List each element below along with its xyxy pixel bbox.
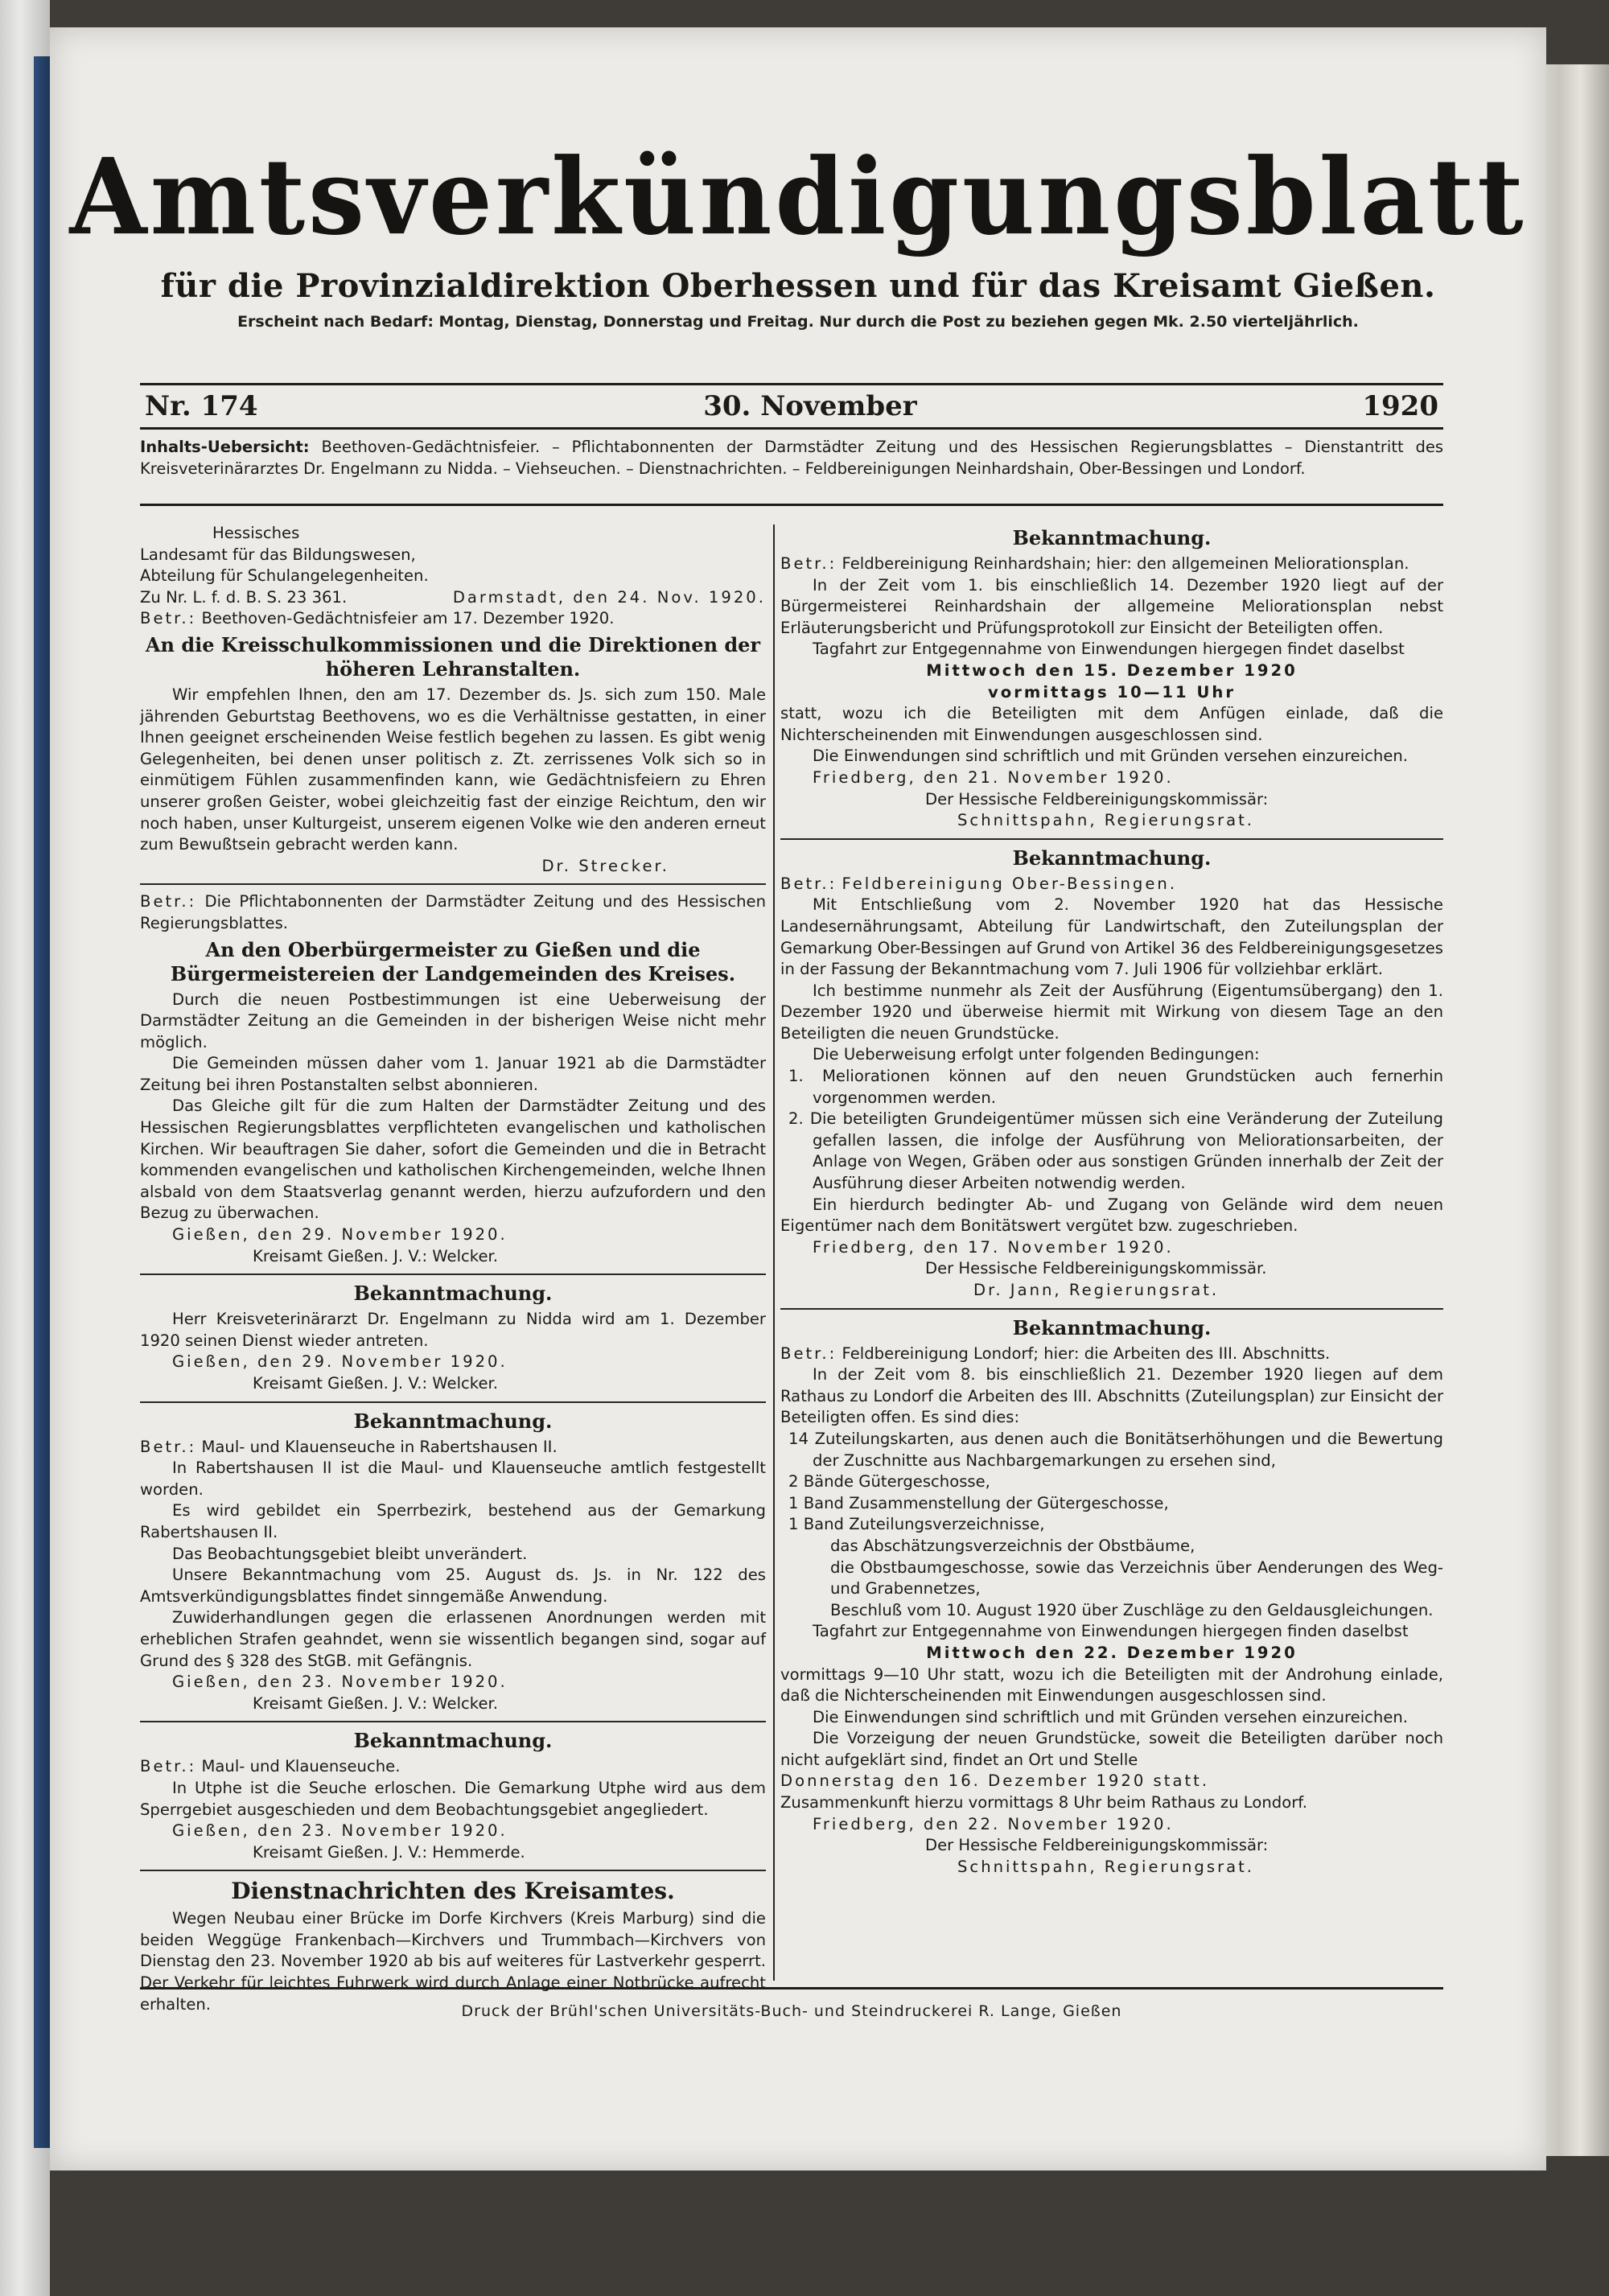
subject-line [780, 1343, 1443, 1365]
list-item: 1. Meliorationen können auf den neuen Grundstücken auch fernerhin vorgenommen werden. [788, 1067, 1443, 1107]
signature: Kreisamt Gießen. J. V.: Welcker. [253, 1246, 498, 1265]
subject-label: Betr.: [140, 1757, 197, 1776]
subject-text: Maul- und Klauenseuche in Rabertshausen II. [201, 1437, 558, 1456]
article-ober-bessingen [780, 846, 1443, 1302]
subject-label: Betr.: [140, 609, 197, 628]
paragraph: vormittags 9—10 Uhr statt, wozu ich die Beteiligten mit der Androhung einlade, daß die Nichterscheinenden mit Einwendungen ausgeschlossen sind. [780, 1664, 1443, 1706]
signature: Kreisamt Gießen. J. V.: Welcker. [253, 1693, 498, 1713]
issue-year: 1920 [1362, 390, 1438, 422]
article-heading: Bekanntmachung. [353, 1282, 553, 1306]
signature: Kreisamt Gießen. J. V.: Hemmerde. [253, 1842, 525, 1862]
sender-line: Abteilung für Schulangelegenheiten. [140, 566, 429, 586]
article-rabertshausen [140, 1409, 766, 1715]
place-date: Friedberg, den 22. November 1920. [813, 1814, 1174, 1833]
signature: Dr. Strecker. [541, 856, 669, 875]
subject-label: Betr.: [780, 1343, 837, 1363]
list-item: Beschluß vom 10. August 1920 über Zuschläge zu den Geldausgleichungen. [830, 1600, 1434, 1619]
contents-label: Inhalts-Uebersicht: [140, 438, 310, 456]
subject-line [780, 874, 1443, 895]
reference-number: Zu Nr. L. f. d. B. S. 23 361. [140, 587, 348, 607]
article-body: Wegen Neubau einer Brücke im Dorfe Kirchvers (Kreis Marburg) sind die beiden Weggüge Frankenbach—Kirchvers und Trummbach—Kirchvers von Dienstag den 23. November 1920 ab bis auf weiteres für Lastverkehr gesperrt. Der Verkehr für leichtes Fuhrwerk wird durch Anlage einer Notbrücke aufrecht erhalten. [140, 1909, 766, 2014]
paragraph: Zusammenkunft hierzu vormittags 8 Uhr beim Rathaus zu Londorf. [780, 1793, 1307, 1813]
signature: Der Hessische Feldbereinigungskommissär. [925, 1259, 1267, 1278]
article-body: In Utphe ist die Seuche erloschen. Die Gemarkung Utphe wird aus dem Sperrgebiet ausgeschieden und dem Beobachtungsgebiet angegliedert. [140, 1778, 766, 1819]
signature: Dr. Jann, Regierungsrat. [973, 1281, 1220, 1299]
newspaper-page [50, 27, 1546, 2171]
contents-text: Beethoven-Gedächtnisfeier. – Pflichtabonnenten der Darmstädter Zeitung und des Hessischen Regierungsblattes – Dienstantritt des Kreisveterinärarztes Dr. Engelmann zu Nidda. – Viehseuchen. – Dienstnachrichten. – Feldbereinigungen Neinhardshain, Ober-Bessingen und Londorf. [140, 438, 1443, 478]
masthead-title: Amtsverkündigungsblatt [69, 136, 1527, 259]
article-heading: Bekanntmachung. [1012, 1315, 1212, 1339]
issue-date: 30. November [703, 390, 917, 422]
reference-line [140, 587, 766, 609]
signature: Kreisamt Gießen. J. V.: Welcker. [253, 1374, 498, 1393]
divider [140, 1721, 766, 1722]
article-heading: An den Oberbürgermeister zu Gießen und die Bürgermeistereien der Landgemeinden des Kreises. [170, 937, 736, 985]
subject-text: Feldbereinigung Londorf; hier: die Arbeiten des III. Abschnitts. [842, 1343, 1331, 1363]
date-line: Donnerstag den 16. Dezember 1920 statt. [780, 1771, 1210, 1791]
paragraph: Tagfahrt zur Entgegennahme von Einwendungen hiergegen findet daselbst [813, 640, 1405, 659]
article-utphe [140, 1729, 766, 1863]
date-line: Mittwoch den 22. Dezember 1920 [926, 1643, 1298, 1662]
paragraph: Das Beobachtungsgebiet bleibt unverändert. [172, 1544, 528, 1563]
paragraph: Das Gleiche gilt für die zum Halten der Darmstädter Zeitung und des Hessischen Regierungsblattes verpflichteten evangelischen und katholischen Kirchen. Wir beauftragen Sie daher, sofort die Gemeinden und die in Betracht kommenden evangelischen und katholischen Kirchengemeinden, welche Ihnen alsbald von dem Staatsverlag genannt werden, hierzu aufzufordern und den Bezug zu überwachen. [140, 1097, 766, 1223]
subject-line [140, 1437, 766, 1459]
signature: Schnittspahn, Regierungsrat. [957, 1857, 1255, 1876]
divider [780, 1308, 1443, 1310]
article-body: Herr Kreisveterinärarzt Dr. Engelmann zu Nidda wird am 1. Dezember 1920 seinen Dienst wieder antreten. [140, 1310, 766, 1350]
article-londorf [780, 1316, 1443, 1878]
paragraph: Ich bestimme nunmehr als Zeit der Ausführung (Eigentumsübergang) den 1. Dezember 1920 und überweise hiermit mit Wirkung von diesem Tage an den Beteiligten die neuen Grundstücke. [780, 981, 1443, 1043]
paragraph: In der Zeit vom 1. bis einschließlich 14. Dezember 1920 liegt auf der Bürgermeisterei Reinhardshain der allgemeine Meliorationsplan nebst Erläuterungsbericht und Prüfungsprotokoll zur Einsicht der Beteiligten offen. [780, 575, 1443, 637]
subject-text: Beethoven-Gedächtnisfeier am 17. Dezember 1920. [201, 609, 615, 628]
paragraph: Tagfahrt zur Entgegennahme von Einwendungen hiergegen finden daselbst [813, 1622, 1409, 1641]
list-item: 2 Bände Gütergeschosse, [788, 1472, 990, 1492]
article-body: Wir empfehlen Ihnen, den am 17. Dezember ds. Js. sich zum 150. Male jährenden Geburtstag Beethovens, wo es die Verhältnisse gestatten, in einer Ihnen geeignet erscheinenden Weise festlich begehen zu lassen. Es gibt wenig Gelegenheiten, bei denen unser politisch z. Zt. zerrissenes Volk sich so in einmütigem Fühlen zusammenfinden kann, wie Gedächtnisfeiern zu Ehren unserer großen Geister, wobei gleichzeitig fast der einzige Reichtum, den wir noch haben, unser Kulturgeist, unserem eigenen Volke wie den anderen erneut zum Bewußtsein gebracht werden kann. [140, 685, 766, 854]
signature: Der Hessische Feldbereinigungskommissär: [925, 789, 1269, 809]
article-heading: Bekanntmachung. [353, 1729, 553, 1753]
divider [140, 1401, 766, 1403]
article-heading: Bekanntmachung. [1012, 526, 1212, 549]
paragraph: statt, wozu ich die Beteiligten mit dem Anfügen einlade, daß die Nichterscheinenden mit Einwendungen ausgeschlossen sind. [780, 704, 1443, 744]
paragraph: Mit Entschließung vom 2. November 1920 hat das Hessische Landesernährungsamt, Abteilung für Landwirtschaft, den Zuteilungsplan der Gemarkung Ober-Bessingen auf Grund von Artikel 36 des Feldbereinigungsgesetzes in der Fassung der Bekanntmachung vom 7. Juli 1906 für vollziehbar erklärt. [780, 895, 1443, 979]
article-heading: An die Kreisschulkommissionen und die Direktionen der höheren Lehranstalten. [145, 632, 761, 681]
paragraph: Die Ueberweisung erfolgt unter folgenden Bedingungen: [813, 1045, 1260, 1064]
place-date: Gießen, den 29. November 1920. [172, 1352, 508, 1372]
list-item: 1 Band Zusammenstellung der Gütergeschosse, [788, 1493, 1169, 1512]
paragraph: Ein hierdurch bedingter Ab- und Zugang von Gelände wird dem neuen Eigentümer nach dem Bonitätswert vergütet bzw. zugeschrieben. [780, 1195, 1443, 1236]
paragraph: Durch die neuen Postbestimmungen ist eine Ueberweisung der Darmstädter Zeitung an die Gemeinden in der bisherigen Weise nicht mehr möglich. [140, 990, 766, 1051]
list-item: 1 Band Zuteilungsverzeichnisse, [788, 1515, 1045, 1534]
paragraph: Die Gemeinden müssen daher vom 1. Januar 1921 ab die Darmstädter Zeitung bei ihren Postanstalten selbst abonnieren. [140, 1054, 766, 1094]
subject-line [140, 608, 766, 630]
article-pflichtabonnenten [140, 891, 766, 1267]
paragraph: Unsere Bekanntmachung vom 25. August ds. Js. in Nr. 122 des Amtsverkündigungsblattes findet sinngemäße Anwendung. [140, 1566, 766, 1606]
article-reinhardshain [780, 526, 1443, 832]
subject-text: Feldbereinigung Ober-Bessingen. [842, 874, 1178, 893]
subject-text: Die Pflichtabonnenten der Darmstädter Zeitung und des Hessischen Regierungsblattes. [140, 892, 766, 932]
subject-label: Betr.: [140, 892, 197, 911]
subject-line [780, 553, 1443, 575]
list-item: die Obstbaumgeschosse, sowie das Verzeichnis über Aenderungen des Weg- und Grabennetzes, [830, 1557, 1443, 1599]
binding-cloth [34, 56, 50, 2148]
article-beethoven [140, 523, 766, 877]
date-line: Mittwoch den 15. Dezember 1920 [926, 660, 1298, 680]
paragraph: Die Vorzeigung der neuen Grundstücke, soweit die Beteiligten darüber noch nicht aufgeklärt sind, findet an Ort und Stelle [780, 1729, 1443, 1769]
place-date: Darmstadt, den 24. Nov. 1920. [452, 587, 766, 607]
subject-line [140, 1756, 766, 1778]
divider [140, 1273, 766, 1275]
left-column [140, 523, 766, 2015]
article-heading: Dienstnachrichten des Kreisamtes. [231, 1878, 675, 1905]
paragraph: Zuwiderhandlungen gegen die erlassenen Anordnungen werden mit erheblichen Strafen geahndet, wenn sie wissentlich begangen sind, sogar auf Grund des § 328 des StGB. mit Gefängnis. [140, 1608, 766, 1670]
masthead-subtitle: für die Provinzialdirektion Oberhessen und für das Kreisamt Gießen. [160, 267, 1436, 305]
subject-text: Feldbereinigung Reinhardshain; hier: den allgemeinen Meliorationsplan. [842, 554, 1409, 573]
list-item: 14 Zuteilungskarten, aus denen auch die Bonitätserhöhungen und die Bewertung der Zuschnitte aus Nachbargemarkungen zu ersehen sind, [788, 1429, 1443, 1470]
subject-label: Betr.: [780, 554, 837, 573]
page-edge [1538, 64, 1609, 2156]
date-line: vormittags 10—11 Uhr [988, 682, 1236, 702]
table-of-contents [140, 436, 1443, 479]
subject-label: Betr.: [140, 1437, 197, 1456]
column-divider [773, 525, 775, 1981]
masthead [50, 136, 1546, 331]
paragraph: Es wird gebildet ein Sperrbezirk, bestehend aus der Gemarkung Rabertshausen II. [140, 1501, 766, 1541]
list-item: das Abschätzungsverzeichnis der Obstbäume, [830, 1536, 1195, 1555]
issue-bar [140, 383, 1443, 430]
issue-number: Nr. 174 [145, 390, 258, 422]
place-date: Friedberg, den 21. November 1920. [813, 767, 1174, 787]
place-date: Friedberg, den 17. November 1920. [813, 1237, 1174, 1257]
place-date: Gießen, den 29. November 1920. [172, 1225, 508, 1245]
paragraph: In Rabertshausen II ist die Maul- und Klauenseuche amtlich festgestellt worden. [140, 1459, 766, 1499]
publication-note: Erscheint nach Bedarf: Montag, Dienstag, Donnerstag und Freitag. Nur durch die Post zu beziehen gegen Mk. 2.50 vierteljährlich. [237, 313, 1359, 331]
printer-imprint: Druck der Brühl'schen Universitäts-Buch- und Steindruckerei R. Lange, Gießen [140, 1987, 1443, 2020]
article-heading: Bekanntmachung. [1012, 846, 1212, 870]
divider [140, 883, 766, 885]
divider [140, 504, 1443, 506]
subject-label: Betr.: [780, 874, 837, 893]
right-column [780, 523, 1443, 1878]
article-engelmann [140, 1282, 766, 1394]
place-date: Gießen, den 23. November 1920. [172, 1673, 508, 1692]
subject-line [140, 891, 766, 934]
place-date: Gießen, den 23. November 1920. [172, 1821, 508, 1841]
paragraph: In der Zeit vom 8. bis einschließlich 21. Dezember 1920 liegen auf dem Rathaus zu Londorf die Arbeiten des III. Abschnitts (Zuteilungsplan) zur Einsicht der Beteiligten offen. Es sind dies: [780, 1365, 1443, 1427]
sender-line: Landesamt für das Bildungswesen, [140, 545, 416, 564]
sender-line: Hessisches [212, 524, 300, 542]
paragraph: Die Einwendungen sind schriftlich und mit Gründen versehen einzureichen. [813, 747, 1409, 766]
signature: Schnittspahn, Regierungsrat. [957, 811, 1255, 830]
signature: Der Hessische Feldbereinigungskommissär: [925, 1836, 1269, 1855]
subject-text: Maul- und Klauenseuche. [201, 1757, 401, 1776]
list-item: 2. Die beteiligten Grundeigentümer müssen sich eine Veränderung der Zuteilung gefallen lassen, die infolge der Ausführung von Meliorationsarbeiten, der Anlage von Wegen, Gräben oder aus sonstigen Gründen innerhalb der Zeit der Ausführung dieser Arbeiten notwendig werden. [788, 1109, 1443, 1193]
divider [140, 1870, 766, 1871]
divider [780, 838, 1443, 840]
article-heading: Bekanntmachung. [353, 1409, 553, 1433]
paragraph: Die Einwendungen sind schriftlich und mit Gründen versehen einzureichen. [813, 1707, 1409, 1726]
